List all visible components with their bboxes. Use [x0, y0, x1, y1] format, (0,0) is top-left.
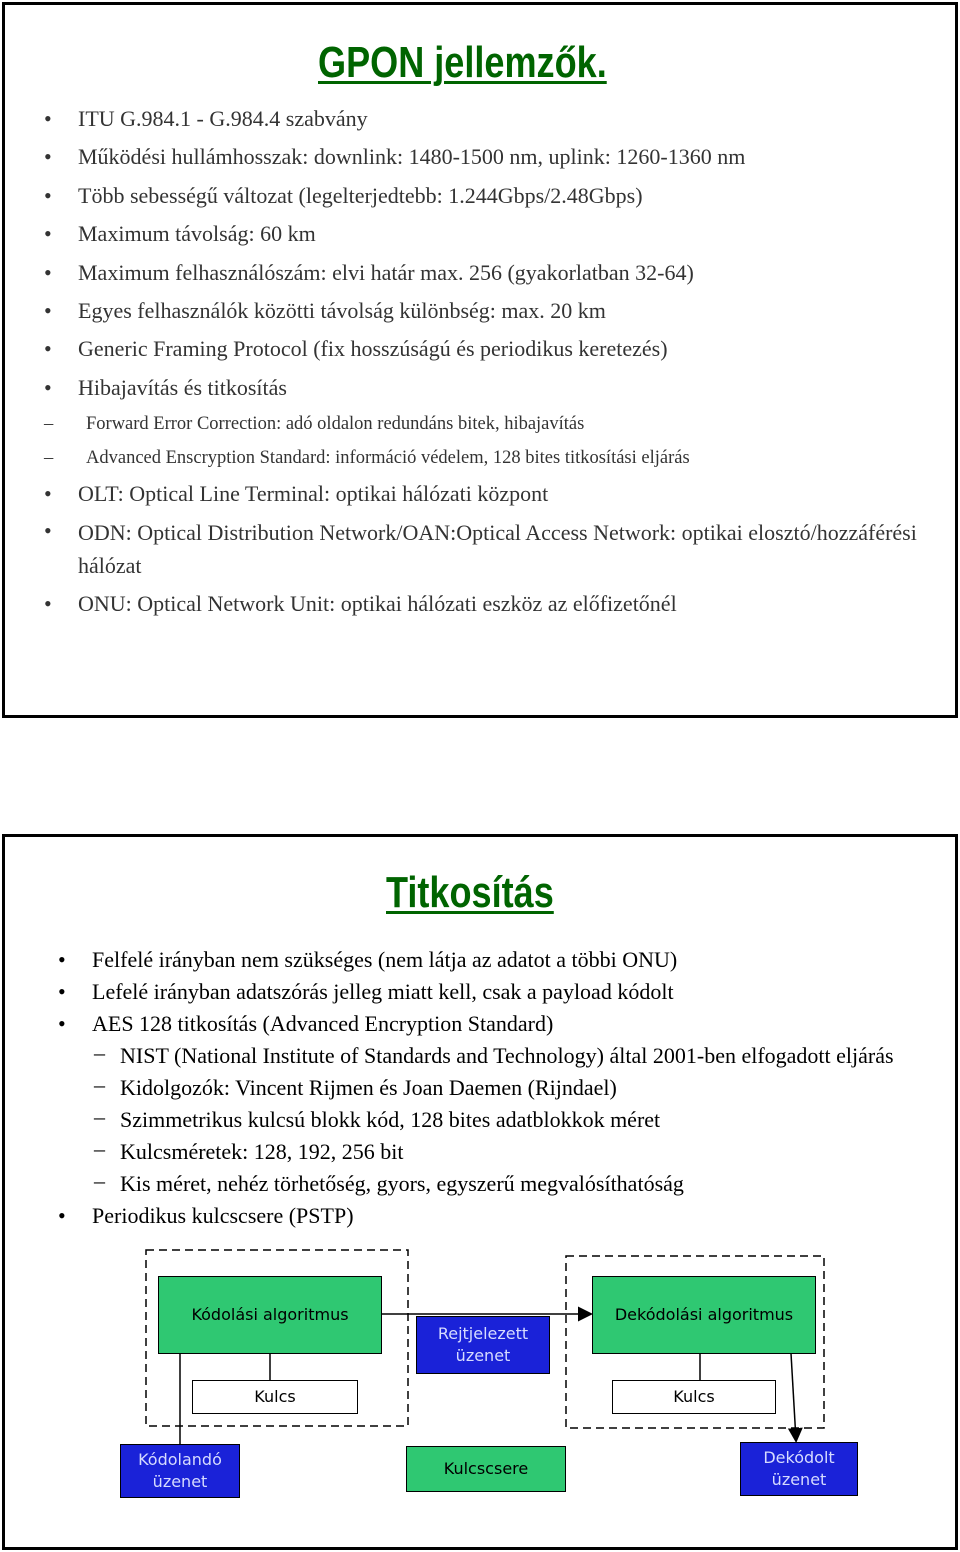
bullet-item: • Generic Framing Protocol (fix hosszúságú és periodikus keretezés) [44, 330, 944, 368]
key-label-left: Kulcs [254, 1387, 296, 1406]
sub-bullet-item: – Szimmetrikus kulcsú blokk kód, 128 bites adatblokkok méret [58, 1104, 958, 1136]
key-label-right: Kulcs [673, 1387, 715, 1406]
bullet-item: • ITU G.984.1 - G.984.4 szabvány [44, 100, 944, 138]
bullet-item: • Lefelé irányban adatszórás jelleg miatt kell, csak a payload kódolt [58, 976, 958, 1008]
bullet-item: • Maximum felhasználószám: elvi határ max. 256 (gyakorlatban 32-64) [44, 254, 944, 292]
cipher-message-box [416, 1316, 550, 1374]
bullet-item: • AES 128 titkosítás (Advanced Encryption Standard) [58, 1008, 958, 1040]
bullet-item: • Működési hullámhosszak: downlink: 1480-1500 nm, uplink: 1260-1360 nm [44, 138, 944, 176]
slide1-title: GPON jellemzők. [318, 38, 607, 87]
decoded-message-box [740, 1442, 858, 1496]
key-box-right [612, 1380, 776, 1414]
sub-bullet-item: – Advanced Enscryption Standard: információ védelem, 128 bites titkosítási eljárás [44, 441, 944, 475]
decoded-message-label: Dekódolt üzenet [763, 1448, 835, 1489]
sub-bullet-list [58, 1040, 958, 1200]
bullet-item: • Egyes felhasználók közötti távolság különbség: max. 20 km [44, 292, 944, 330]
bullet-item: • Több sebességű változat (legelterjedtebb: 1.244Gbps/2.48Gbps) [44, 177, 944, 215]
sub-bullet-item: – Kulcsméretek: 128, 192, 256 bit [58, 1136, 958, 1168]
encode-algorithm-label: Kódolási algoritmus [191, 1305, 349, 1324]
bullet-item: • OLT: Optical Line Terminal: optikai hálózati központ [44, 475, 944, 513]
plain-message-label: Kódolandó üzenet [138, 1450, 222, 1491]
sub-bullet-item: – NIST (National Institute of Standards and Technology) által 2001-ben elfogadott eljárás [58, 1040, 958, 1072]
sub-bullet-item: – Kis méret, nehéz törhetőség, gyors, egyszerű megvalósíthatóság [58, 1168, 958, 1200]
bullet-item: • Felfelé irányban nem szükséges (nem látja az adatot a többi ONU) [58, 944, 958, 976]
key-exchange-box [406, 1446, 566, 1492]
slide1-bullet-list [44, 100, 944, 623]
slide2-title: Titkosítás [386, 868, 554, 917]
cipher-message-label: Rejtjelezett üzenet [437, 1324, 529, 1365]
slide2-bullet-list [58, 944, 958, 1232]
bullet-item: • ONU: Optical Network Unit: optikai hálózati eszköz az előfizetőnél [44, 585, 944, 623]
bullet-item: • Periodikus kulcscsere (PSTP) [58, 1200, 958, 1232]
sub-bullet-item: – Forward Error Correction: adó oldalon redundáns bitek, hibajavítás [44, 407, 944, 441]
plain-message-box [120, 1444, 240, 1498]
key-exchange-label: Kulcscsere [443, 1459, 529, 1478]
sub-bullet-item: – Kidolgozók: Vincent Rijmen és Joan Daemen (Rijndael) [58, 1072, 958, 1104]
encode-algorithm-box [158, 1276, 382, 1354]
bullet-item: • ODN: Optical Distribution Network/OAN:Optical Access Network: optikai elosztó/hozzáférési hálózat [44, 514, 944, 585]
decode-algorithm-box [592, 1276, 816, 1354]
key-box-left [192, 1380, 358, 1414]
decode-algorithm-label: Dekódolási algoritmus [614, 1305, 794, 1324]
bullet-item: • Maximum távolság: 60 km [44, 215, 944, 253]
sub-bullet-list [44, 407, 944, 475]
bullet-item: • Hibajavítás és titkosítás [44, 369, 944, 407]
